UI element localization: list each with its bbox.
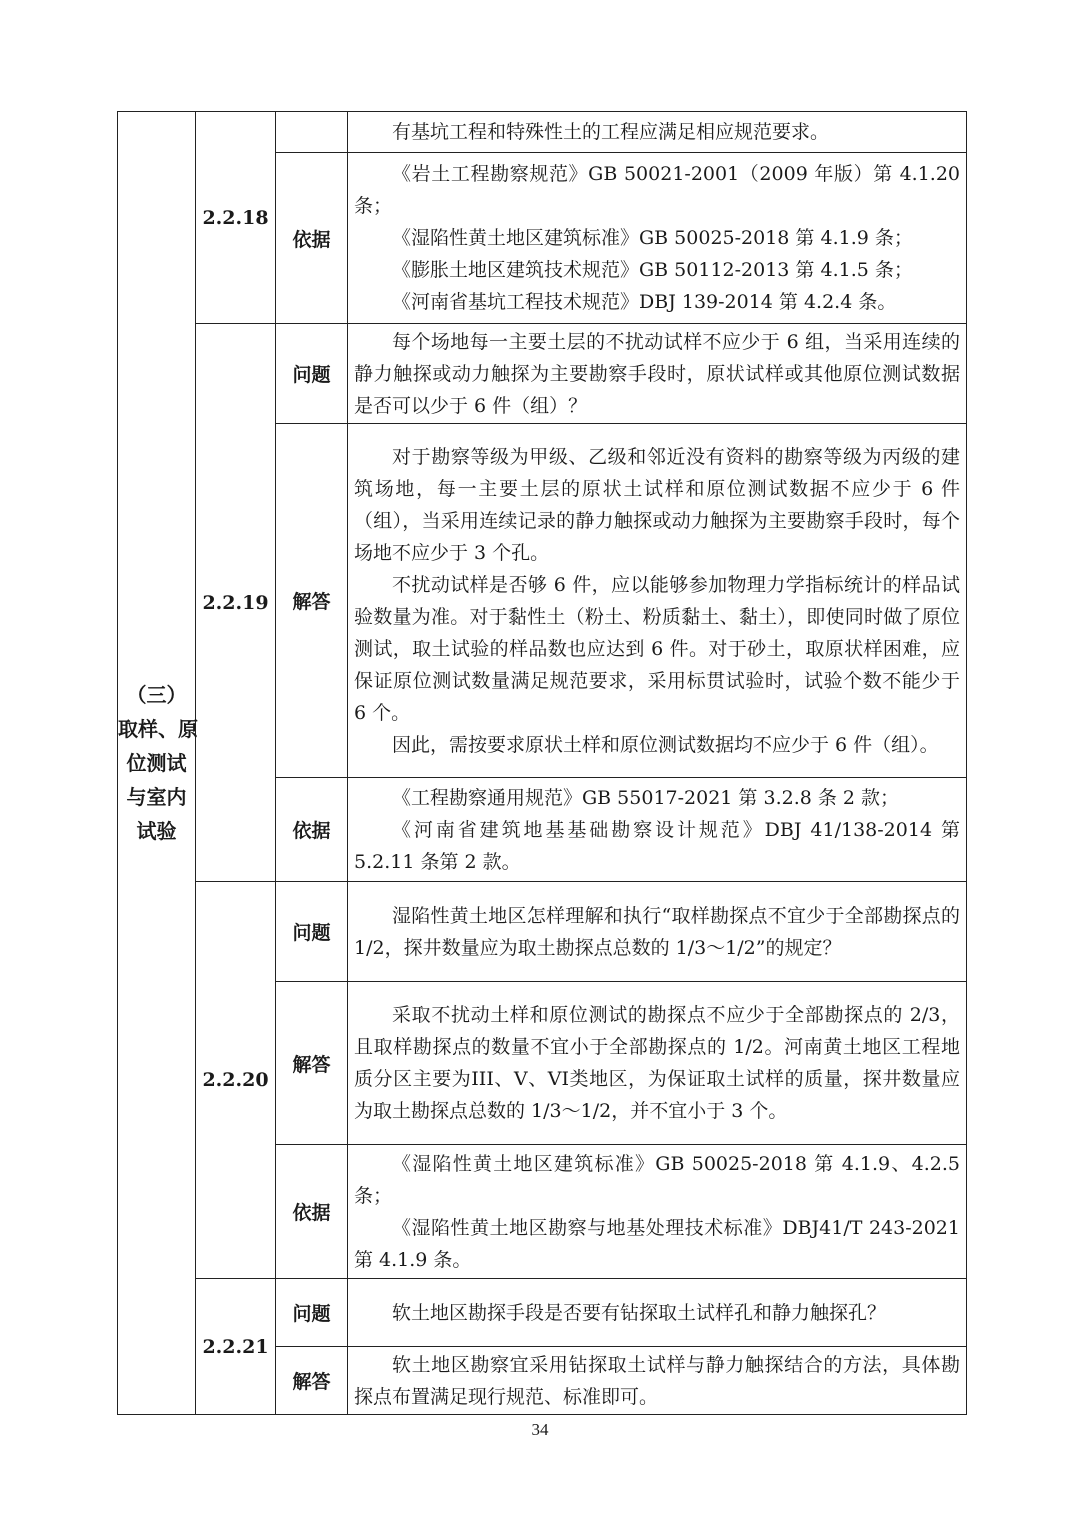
item-id: 2.2.20 <box>196 882 276 1279</box>
answer-label: 解答 <box>276 982 348 1145</box>
item-id: 2.2.21 <box>196 1279 276 1415</box>
basis-text: 《湿陷性黄土地区建筑标准》GB 50025-2018 第 4.1.9、4.2.5 条； 《湿陷性黄土地区勘察与地基处理技术标准》DBJ41/T 243-2021 第 4.1.9 条。 <box>348 1145 967 1279</box>
basis-text: 《工程勘察通用规范》GB 55017-2021 第 3.2.8 条 2 款； 《河南省建筑地基基础勘察设计规范》DBJ 41/138-2014 第 5.2.11 条第 2 款。 <box>348 778 967 882</box>
item-id: 2.2.18 <box>196 112 276 324</box>
answer-label: 解答 <box>276 1347 348 1415</box>
basis-text: 《岩土工程勘察规范》GB 50021-2001（2009 年版）第 4.1.20 条； 《湿陷性黄土地区建筑标准》GB 50025-2018 第 4.1.9 条； 《膨胀土地区建筑技术规范》GB 50112-2013 第 4.1.5 条； 《河南省基坑工程技术规范》DBJ 139-2014 第 4.2.4 条。 <box>348 153 967 324</box>
table-row <box>118 112 967 153</box>
answer-text: 软土地区勘察宜采用钻探取土试样与静力触探结合的方法，具体勘探点布置满足现行规范、标准即可。 <box>348 1347 967 1415</box>
answer-label: 解答 <box>276 424 348 778</box>
question-label: 问题 <box>276 1279 348 1347</box>
continuation-text: 有基坑工程和特殊性土的工程应满足相应规范要求。 <box>348 112 967 153</box>
table-row <box>118 882 967 982</box>
table-row <box>118 1279 967 1347</box>
question-text: 每个场地每一主要土层的不扰动试样不应少于 6 组，当采用连续的静力触探或动力触探为主要勘察手段时，原状试样或其他原位测试数据是否可以少于 6 件（组）？ <box>348 324 967 424</box>
question-label: 问题 <box>276 882 348 982</box>
answer-text: 对于勘察等级为甲级、乙级和邻近没有资料的勘察等级为丙级的建筑场地，每一主要土层的原状土试样和原位测试数据不应少于 6 件（组），当采用连续记录的静力触探或动力触探为主要勘察手段时，每个场地不应少于 3 个孔。 不扰动试样是否够 6 件，应以能够参加物理力学指标统计的样品试验数量为准。对于黏性土（粉土、粉质黏土、黏土），即使同时做了原位测试，取土试验的样品数也应达到 6 件。对于砂土，取原状样困难，应保证原位测试数量满足规范要求，采用标贯试验时，试验个数不能少于 6 个。 因此，需按要求原状土样和原位测试数据均不应少于 6 件（组）。 <box>348 424 967 778</box>
basis-label: 依据 <box>276 778 348 882</box>
answer-text: 采取不扰动土样和原位测试的勘探点不应少于全部勘探点的 2/3，且取样勘探点的数量不宜小于全部勘探点的 1/2。河南黄土地区工程地质分区主要为III、V、VI类地区，为保证取土试样的质量，探井数量应为取土勘探点总数的 1/3～1/2，并不宜小于 3 个。 <box>348 982 967 1145</box>
basis-label: 依据 <box>276 1145 348 1279</box>
question-text: 软土地区勘探手段是否要有钻探取土试样孔和静力触探孔？ <box>348 1279 967 1347</box>
section-title: （三） 取样、原 位测试 与室内 试验 <box>118 112 196 1415</box>
page-number: 34 <box>531 1420 549 1439</box>
question-text: 湿陷性黄土地区怎样理解和执行“取样勘探点不宜少于全部勘探点的 1/2，探井数量应为取土勘探点总数的 1/3～1/2”的规定？ <box>348 882 967 982</box>
basis-label: 依据 <box>276 153 348 324</box>
question-label: 问题 <box>276 324 348 424</box>
table-row <box>118 324 967 424</box>
empty-label-cell <box>276 112 348 153</box>
item-id: 2.2.19 <box>196 324 276 882</box>
qa-table <box>117 111 967 1415</box>
